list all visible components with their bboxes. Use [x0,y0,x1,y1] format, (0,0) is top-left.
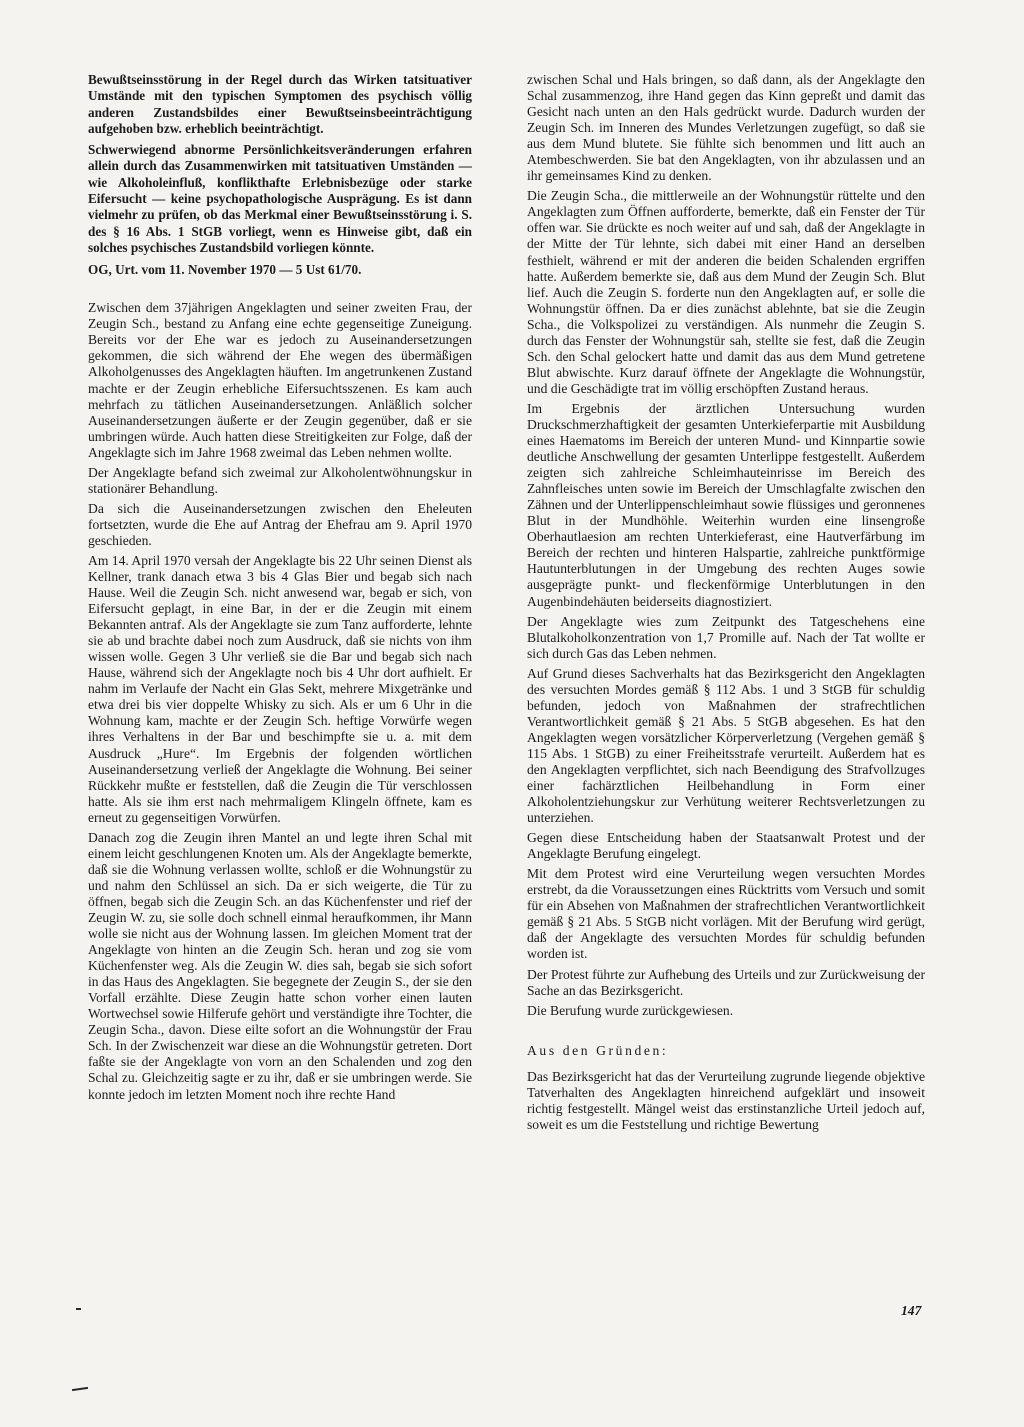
body-paragraph: Da sich die Auseinandersetzungen zwischen den Eheleuten fortsetzten, wurde die Ehe auf Antrag der Ehefrau am 9. April 1970 geschieden. [88,500,472,548]
body-paragraph: Der Angeklagte befand sich zweimal zur Alkoholentwöhnungskur in stationärer Behandlung. [88,464,472,496]
body-paragraph: Der Protest führte zur Aufhebung des Urteils und zur Zurückweisung der Sache an das Bezirksgericht. [527,966,925,998]
body-paragraph: Das Bezirksgericht hat das der Verurteilung zugrunde liegende objektive Tatverhalten des Angeklagten hinreichend aufgeklärt und insoweit richtig festgestellt. Mängel weist das erstinstanzliche Urteil jedoch auf, soweit es um die Feststellung und richtige Bewertung [527,1068,925,1132]
section-heading: Aus den Gründen: [527,1042,669,1058]
scan-mark [76,1308,81,1310]
body-paragraph: Am 14. April 1970 versah der Angeklagte bis 22 Uhr seinen Dienst als Kellner, trank danach etwa 3 bis 4 Glas Bier und begab sich nach Hause. Weil die Zeugin Sch. nicht anwesend war, begab er sich, von Eifersucht geplagt, in eine Bar, in der er die Zeugin mit einem Bekannten antraf. Als der Angeklagte sie zum Tanz aufforderte, lehnte sie ab und brachte dabei noch zum Ausdruck, daß sie nichts von ihm wissen wolle. Gegen 3 Uhr verließ sie die Bar und begab sich nach Hause, während sich der Angeklagte noch bis 4 Uhr dort aufhielt. Er nahm im Verlaufe der Nacht ein Glas Sekt, mehrere Mixgetränke und etwa drei bis vier doppelte Whisky zu sich. Als er um 6 Uhr in die Wohnung kam, machte er der Zeugin Sch. heftige Vorwürfe wegen ihres Verhaltens in der Bar und beschimpfte sie u. a. mit dem Ausdruck „Hure“. Im Ergebnis der folgenden wörtlichen Auseinandersetzung verließ der Angeklagte die Wohnung. Bei seiner Rückkehr mußte er feststellen, daß die Zeugin die Tür verschlossen hatte. Als sie ihm erst nach mehrmaligem Klingeln öffnete, kam es erneut zu gegenseitigen Vorwürfen. [88,552,472,825]
body-paragraph: Danach zog die Zeugin ihren Mantel an und legte ihren Schal mit einem leicht geschlungenen Knoten um. Als der Angeklagte bemerkte, daß sie die Wohnung verlassen wollte, schloß er die Wohnungstür zu und nahm den Schlüssel an sich. Da er sich weigerte, die Tür zu öffnen, begab sich die Zeugin Sch. an das Küchenfenster und rief der Zeugin W. zu, sie solle doch schnell einmal heraufkommen, ihr Mann wolle sie nicht aus der Wohnung lassen. Im gleichen Moment trat der Angeklagte von hinten an die Zeugin Sch. heran und zog sie vom Küchenfenster weg. Als die Zeugin W. dies sah, begab sie sich sofort in das Haus des Angeklagten. Sie begegnete der Zeugin S., der sie den Vorfall erzählte. Diese Zeugin hatte schon vorher einen lauten Wortwechsel sowie Hilferufe gehört und verständigte ihre Tochter, die Zeugin Scha., davon. Diese eilte sofort an die Wohnungstür der Frau Sch. In der Zwischenzeit war diese an die Wohnungstür getreten. Dort faßte sie der Angeklagte von vorn an den Schalenden und zog den Schal zu. Gleichzeitig sagte er zu ihr, daß er sie umbringen werde. Sie konnte jedoch im letzten Moment noch ihre rechte Hand [88,829,472,1102]
headnote-paragraph: Bewußtseinsstörung in der Regel durch das Wirken tatsituativer Umstände mit den typischen Symptomen des psychisch völlig anderen Zustandsbildes einer Bewußtseinsbeeinträchtigung aufgehoben bzw. erheblich beeinträchtigt. [88,72,472,136]
headnote [88,72,472,256]
headnote-paragraph: Schwerwiegend abnorme Persönlichkeitsveränderungen erfahren allein durch das Zusammenwirken mit tatsituativen Umständen — wie Alkoholeinfluß, konflikthafte Erlebnisbezüge oder starke Eifersucht — keine psychopathologische Ausprägung. Es ist dann vielmehr zu prüfen, ob das Merkmal einer Bewußtseinsstörung i. S. des § 16 Abs. 1 StGB vorliegt, wenn es Hinweise gibt, daß ein solches psychisches Zustandsbild vorliegen könnte. [88,142,472,255]
body-paragraph: Die Berufung wurde zurückgewiesen. [527,1002,734,1018]
body-paragraph: Auf Grund dieses Sachverhalts hat das Bezirksgericht den Angeklagten des versuchten Mordes gemäß § 112 Abs. 1 und 3 StGB für schuldig befunden, jedoch von Maßnahmen der strafrechtlichen Verantwortlichkeit gemäß § 21 Abs. 5 StGB abgesehen. Es hat den Angeklagten wegen vorsätzlicher Körperverletzung (Vergehen gemäß § 115 Abs. 1 StGB) zu einer Freiheitsstrafe verurteilt. Außerdem hat es den Angeklagten verpflichtet, sich nach Beendigung des Strafvollzuges einer fachärztlichen Heilbehandlung in Form einer Alkoholentziehungskur zur Verhütung weiterer Rechtsverletzungen zu unterziehen. [527,665,925,826]
body-paragraph: zwischen Schal und Hals bringen, so daß dann, als der Angeklagte den Schal zusammenzog, ihre Hand gegen das Kinn gepreßt und damit das Gesicht nach unten an den Hals gedrückt wurde. Dadurch wurden der Zeugin Sch. im Inneren des Mundes Verletzungen zugefügt, so daß sie aus dem Mund blutete. Sie fühlte sich benommen und litt auch an Atembeschwerden. Sie bat den Angeklagten, von ihr abzulassen und an ihr gemeinsames Kind zu denken. [527,72,925,184]
body-paragraph: Der Angeklagte wies zum Zeitpunkt des Tatgeschehens eine Blutalkoholkonzentration von 1,7 Promille auf. Nach der Tat wollte er sich durch Gas das Leben nehmen. [527,613,925,661]
right-column [527,72,925,1137]
case-citation: OG, Urt. vom 11. November 1970 — 5 Ust 61/70. [88,262,362,278]
body-paragraph: Im Ergebnis der ärztlichen Untersuchung wurden Druckschmerzhaftigkeit der gesamten Unterkieferpartie mit Ausbildung eines Haematoms im Bereich der unteren Mund- und Kinnpartie sowie deutliche Anschwellung der gesamten Unterlippe festgestellt. Außerdem zeigten sich zahlreiche Schleimhauteinrisse im Bereich des Zahnfleisches unten sowie im Bereich der Umschlagfalte zwischen den Zähnen und der Unterlippenschleimhaut sowie flüssiges und geronnenes Blut in der Mundhöhle. Weiterhin wurden eine linsengroße Oberhautlaesion am rechten Unterkieferast, eine Hautverfärbung im Bereich der rechten und hinteren Halspartie, zahlreiche punktförmige Hautunterblutungen in der Umgebung des rechten Auges sowie ausgeprägte punkt- und fleckenförmige Unterblutungen in den Augenbindehäuten beiderseits diagnostiziert. [527,400,925,609]
scan-mark [72,1387,88,1391]
page-number: 147 [901,1303,922,1318]
body-paragraph: Zwischen dem 37jährigen Angeklagten und seiner zweiten Frau, der Zeugin Sch., bestand zu Anfang eine echte gegenseitige Zuneigung. Bereits vor der Ehe war es jedoch zu Auseinandersetzungen gekommen, die sich während der Ehe wegen des übermäßigen Alkoholgenusses des Angeklagten häuften. Im angetrunkenen Zustand machte er der Zeugin erhebliche Eifersuchtsszenen. Es kam auch mehrfach zu tätlichen Auseinandersetzungen. Anläßlich solcher Auseinandersetzungen äußerte er der Zeugin gegenüber, daß er sie umbringen würde. Auch hatten diese Streitigkeiten zur Folge, daß der Angeklagte sich im Jahre 1968 zweimal das Leben nehmen wollte. [88,300,472,460]
body-paragraph: Die Zeugin Scha., die mittlerweile an der Wohnungstür rüttelte und den Angeklagten zum Öffnen aufforderte, bemerkte, daß ein Fenster der Tür offen war. Sie drückte es noch weiter auf und sah, daß der Angeklagte in der Mitte der Tür lehnte, sich dabei mit einer Hand an derselben festhielt, während er mit der anderen die beiden Schalenden ergriffen hatte. Außerdem bemerkte sie, daß aus dem Mund der Zeugin Sch. Blut lief. Auch die Zeugin S. forderte nun den Angeklagten auf, er solle die Wohnungstür öffnen. Da er dies zunächst ablehnte, bat sie die Zeugin Scha., die Volkspolizei zu verständigen. Als nunmehr die Zeugin S. durch das Fenster der Wohnungstür sah, stellte sie fest, daß die Zeugin Sch. den Schal gelockert hatte und damit das aus dem Mund getretene Blut abwischte. Kurz darauf öffnete der Angeklagte die Wohnungstür, und die Geschädigte trat im völlig erschöpften Zustand heraus. [527,188,925,396]
body-paragraph: Gegen diese Entscheidung haben der Staatsanwalt Protest und der Angeklagte Berufung eingelegt. [527,830,925,862]
left-column [88,72,472,1107]
body-paragraph: Mit dem Protest wird eine Verurteilung wegen versuchten Mordes erstrebt, da die Voraussetzungen eines Rücktritts vom Versuch und somit für ein Absehen von Maßnahmen der strafrechtlichen Verantwortlichkeit gemäß § 21 Abs. 5 StGB nicht vorlägen. Mit der Berufung wird gerügt, daß der Angeklagte des versuchten Mordes für schuldig befunden worden ist. [527,866,925,962]
